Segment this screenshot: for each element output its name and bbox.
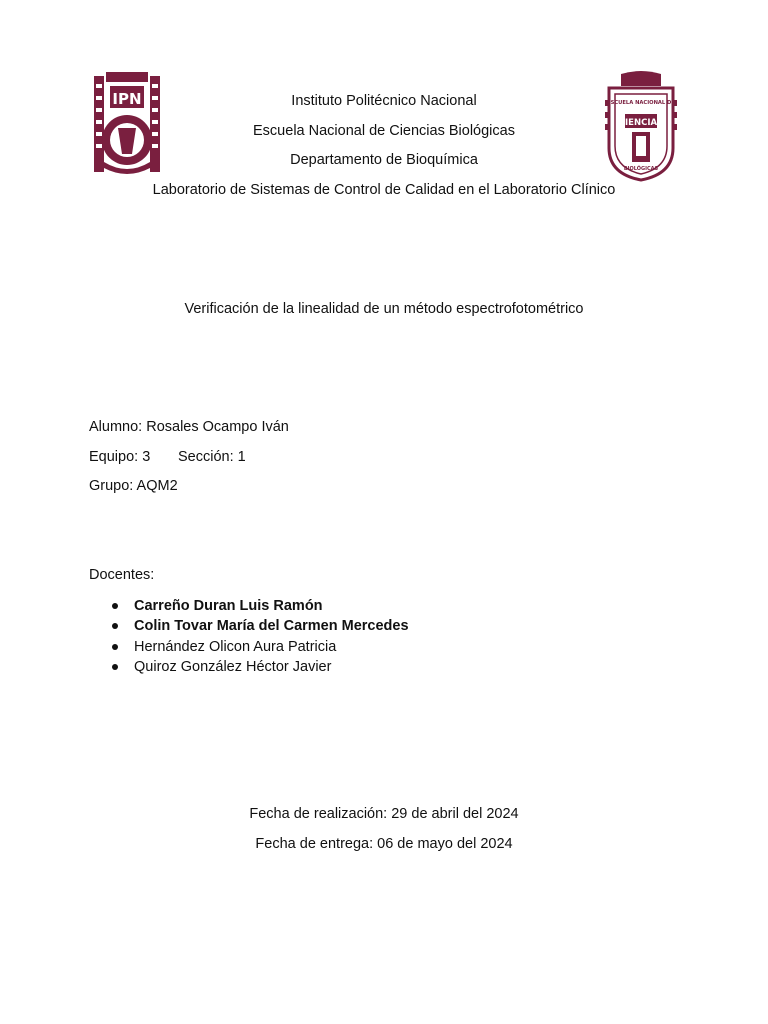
teacher-name: Colin Tovar María del Carmen Mercedes (134, 618, 409, 635)
institution-name: Instituto Politécnico Nacional (291, 93, 477, 109)
svg-text:BIOLÓGICAS: BIOLÓGICAS (623, 166, 659, 172)
svg-text:ESCUELA NACIONAL DE: ESCUELA NACIONAL DE (607, 100, 675, 106)
teachers-list (108, 596, 409, 677)
delivery-date: Fecha de entrega: 06 de mayo del 2024 (255, 836, 513, 852)
svg-text:CIENCIAS: CIENCIAS (618, 118, 664, 128)
list-item (108, 637, 409, 657)
realization-date: Fecha de realización: 29 de abril del 2024 (249, 806, 519, 822)
teacher-name: Quiroz González Héctor Javier (134, 658, 332, 675)
bullet-icon (112, 644, 118, 650)
bullet-icon (112, 603, 118, 609)
svg-text:IPN: IPN (112, 90, 142, 108)
list-item (108, 657, 409, 677)
laboratory-name: Laboratorio de Sistemas de Control de Calidad en el Laboratorio Clínico (152, 182, 616, 198)
teacher-name: Hernández Olicon Aura Patricia (134, 638, 337, 655)
teachers-label: Docentes: (89, 567, 155, 583)
group-name: Grupo: AQM2 (89, 478, 178, 494)
bullet-icon (112, 664, 118, 670)
student-name: Alumno: Rosales Ocampo Iván (89, 419, 289, 435)
bullet-icon (112, 623, 118, 629)
list-item (108, 616, 409, 636)
document-title: Verificación de la linealidad de un método espectrofotométrico (184, 301, 584, 317)
section-number: Sección: 1 (178, 449, 246, 465)
teacher-name: Carreño Duran Luis Ramón (134, 598, 323, 614)
school-name: Escuela Nacional de Ciencias Biológicas (253, 123, 515, 139)
list-item (108, 596, 409, 616)
team-number: Equipo: 3 (89, 449, 151, 465)
department-name: Departamento de Bioquímica (290, 152, 478, 168)
